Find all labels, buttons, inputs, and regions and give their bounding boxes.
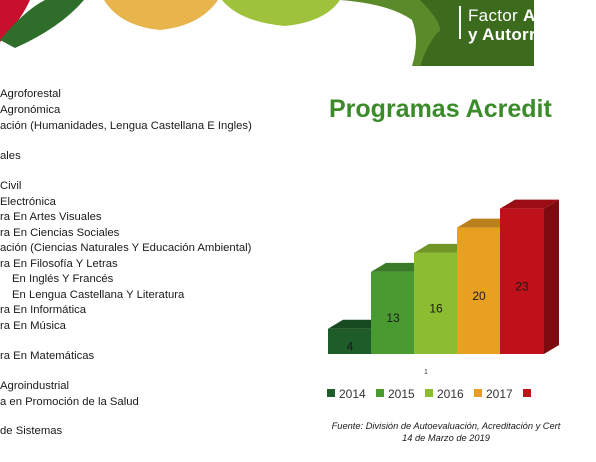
program-item: Agroindustrial — [0, 380, 70, 392]
source-line-1: Fuente: División de Autoevaluación, Acreditación y Cert — [331, 421, 561, 431]
program-item: ación (Humanidades, Lengua Castellana E Ingles) — [0, 120, 252, 132]
bar-value-label: 20 — [472, 288, 486, 303]
program-item: ales — [0, 150, 21, 162]
legend-swatch — [523, 389, 531, 397]
program-item: ra En Informática — [0, 304, 87, 316]
program-item: de Sistemas — [0, 425, 63, 437]
program-item: Agronómica — [0, 104, 61, 116]
bar-2018 — [500, 200, 559, 354]
program-item: ra En Música — [0, 320, 66, 332]
program-item: Civil — [0, 180, 22, 192]
program-item: Agroforestal — [0, 88, 61, 100]
program-item: ra En Matemáticas — [0, 350, 95, 362]
x-tick-label: 1 — [424, 369, 428, 376]
legend-label: 2017 — [486, 387, 513, 401]
legend-item — [425, 387, 464, 401]
program-item: Electrónica — [0, 196, 56, 208]
legend-swatch — [327, 389, 335, 397]
bar-value-label: 4 — [346, 339, 354, 354]
legend-label: 2015 — [388, 387, 415, 401]
banner-title-regular: Factor — [468, 6, 524, 25]
legend-swatch — [425, 389, 433, 397]
legend-swatch — [474, 389, 482, 397]
program-item: ra En Artes Visuales — [0, 211, 102, 223]
legend-item — [376, 387, 415, 401]
banner-title-bold: Au — [523, 6, 547, 25]
legend — [327, 387, 531, 401]
program-item: a en Promoción de la Salud — [0, 396, 139, 408]
program-item: En Lengua Castellana Y Literatura — [12, 289, 185, 301]
program-item: En Inglés Y Francés — [12, 273, 114, 285]
banner-title-line2: y Autorre — [468, 25, 546, 44]
bar-value-label: 13 — [386, 310, 400, 325]
chart-title: Programas Acredit — [329, 95, 552, 123]
bar-value-label: 16 — [429, 301, 443, 316]
source-note — [296, 420, 596, 444]
program-item: ación (Ciencias Naturales Y Educación Ambiental) — [0, 242, 252, 254]
program-item: ra En Ciencias Sociales — [0, 227, 120, 239]
legend-label: 2016 — [437, 387, 464, 401]
legend-item — [474, 387, 513, 401]
legend-swatch — [376, 389, 384, 397]
program-item: ra En Filosofía Y Letras — [0, 258, 118, 270]
legend-label: 2014 — [339, 387, 366, 401]
legend-item — [327, 387, 366, 401]
bar-value-label: 23 — [515, 279, 529, 294]
legend-item — [523, 389, 531, 397]
bar-side — [544, 200, 559, 354]
source-line-2: 14 de Marzo de 2019 — [402, 433, 490, 443]
